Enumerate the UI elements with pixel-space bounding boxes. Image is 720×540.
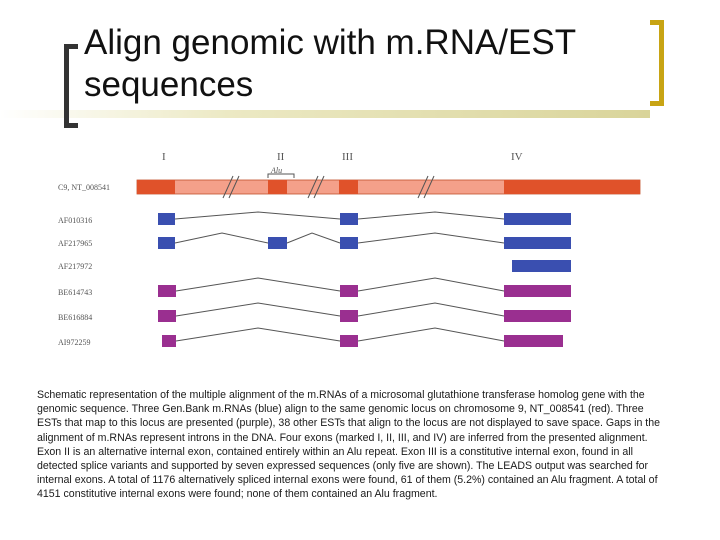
exon-label-2: II [277,151,285,163]
exon-label-4: IV [511,151,523,163]
left-bracket-decoration [64,44,78,128]
alignment-diagram [50,140,650,365]
genomic-exon-3 [339,180,358,194]
alignment-be614743 [158,278,571,297]
sequence-label-af217972: AF217972 [58,262,93,271]
alignment-af010316 [158,212,571,225]
alignment-af217972 [512,260,571,272]
title-underline [0,110,650,118]
slide-title: Align genomic with m.RNA/EST sequences [84,23,576,104]
sequence-label-ai972259: AI972259 [58,338,91,347]
alignment-af217965 [158,233,571,249]
sequence-label-be616884: BE616884 [58,313,93,322]
alignment-ai972259 [162,328,563,347]
exon-label-1: I [162,151,166,163]
exon-label-3: III [342,151,353,163]
title-area [0,0,720,140]
alignment-be616884 [158,303,571,322]
genomic-exon-2 [268,180,287,194]
sequence-label-af217965: AF217965 [58,239,93,248]
genomic-exon-1 [137,180,175,194]
sequence-label-af010316: AF010316 [58,216,93,225]
sequence-label-be614743: BE614743 [58,288,93,297]
genomic-exon-4 [504,180,640,194]
figure-caption: Schematic representation of the multiple alignment of the m.RNAs of a microsomal glutathione transferase homolog gene with the genomic sequence. Three Gen.Bank m.RNAs (blue) align to the same genomic locus on chromosome 9, NT_008541 (red). Three ESTs that map to this locus are presented (purple), 38 other ESTs that align to the locus are not displayed to save space. Gaps in the alignment of m.RNAs represent introns in the DNA. Four exons (marked I, II, III, and IV) are inferred from the presented alignment. Exon II is an alternative internal exon, contained entirely within an Alu repeat. Exon III is a constitutive internal exon, found in all detected splice variants and supported by seven expressed sequences (only five are shown). The LEADS output was searched for internal exons. A total of 1176 alternatively spliced internal exons were found, 61 of them (5.2%) contained an Alu fragment. A total of 4151 constitutive internal exons were found; none of them contained an Alu fragment. [37,389,661,501]
alu-label: Alu [271,166,283,175]
genomic-label: C9, NT_008541 [58,183,110,192]
